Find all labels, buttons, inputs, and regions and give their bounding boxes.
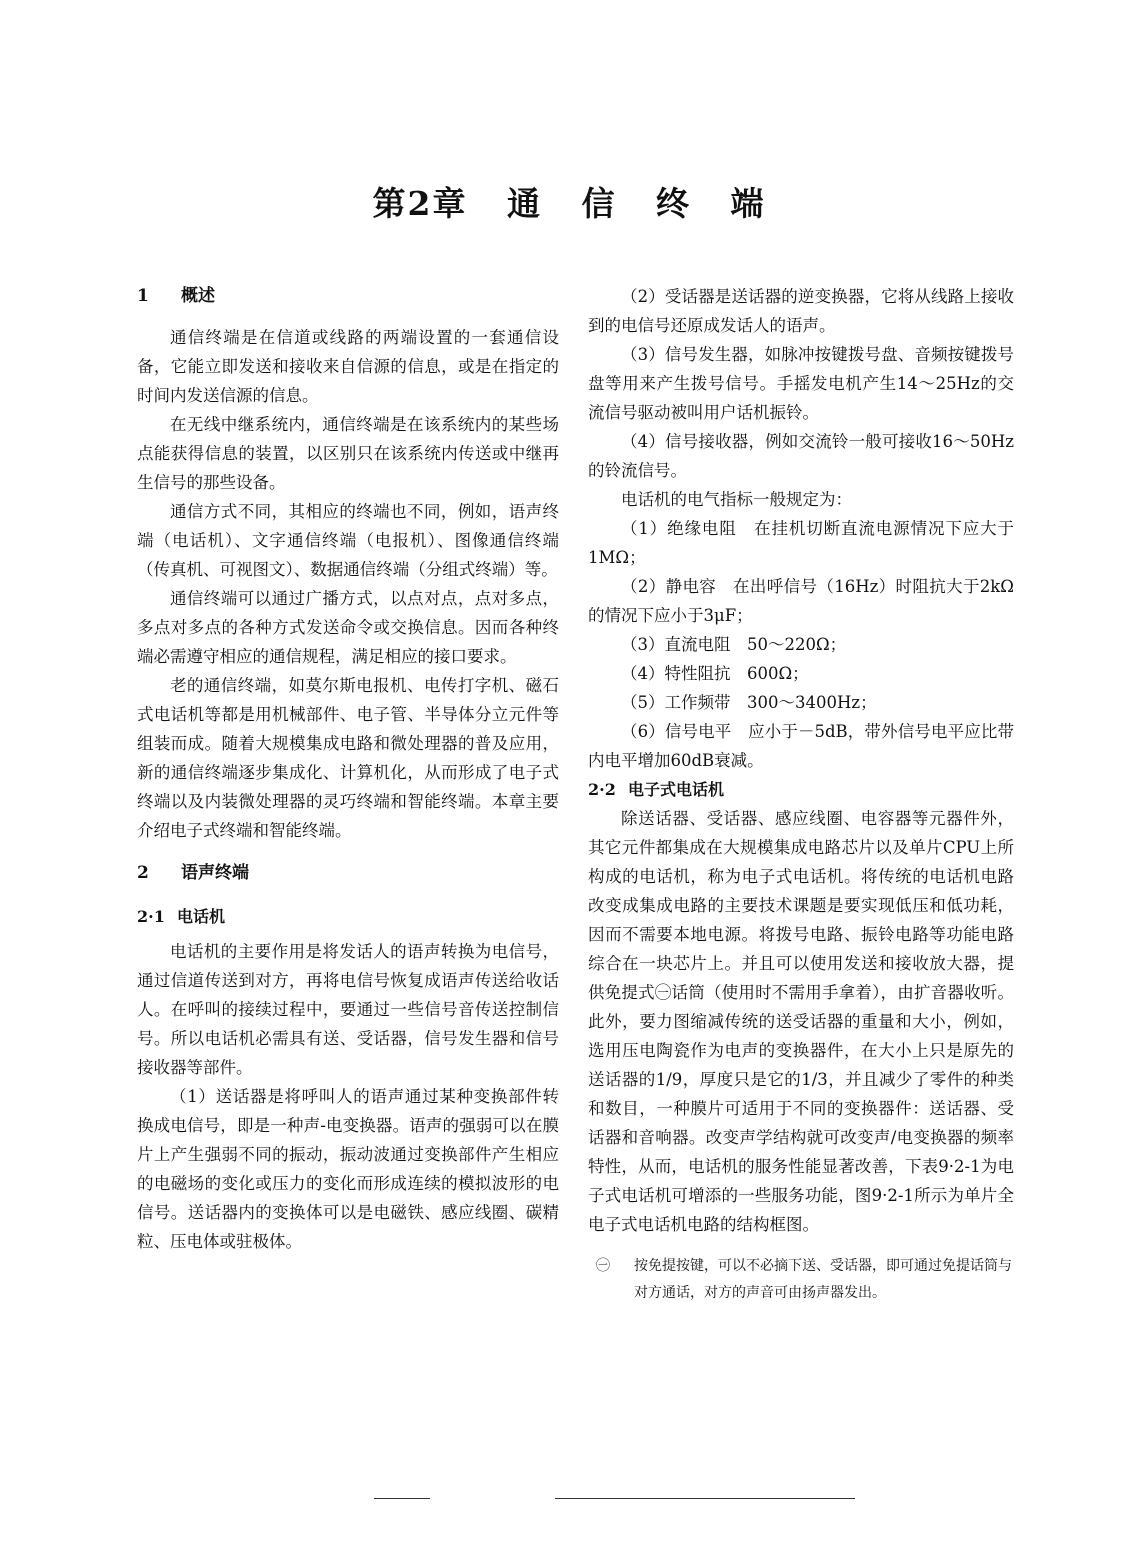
paragraph: 电话机的主要作用是将发话人的语声转换为电信号，通过信道传送到对方，再将电信号恢复成语声传送给收话人。在呼叫的接续过程中，要通过一些信号音传送控制信号。所以电话机必需具有送、受话器，信号发生器和信号接收器等部件。 [137, 942, 559, 1077]
subsection-heading-2-1 [137, 902, 559, 931]
paragraph: 老的通信终端，如莫尔斯电报机、电传打字机、磁石式电话机等都是用机械部件、电子管、半导体分立元件等组装而成。随着大规模集成电路和微处理器的普及应用，新的通信终端逐步集成化、计算机化，从而形成了电子式终端以及内装微处理器的灵巧终端和智能终端。本章主要介绍电子式终端和智能终端。 [137, 676, 559, 840]
footnote [588, 1253, 1014, 1307]
left-column [137, 282, 559, 1256]
subsection-number: 2·2 [588, 780, 616, 799]
bottom-rule [555, 1498, 855, 1499]
spec-item: （3）直流电阻 50～220Ω； [621, 635, 847, 654]
section-title: 语声终端 [181, 863, 249, 883]
section-heading-2 [137, 859, 559, 888]
spec-item: （6）信号电平 应小于－5dB，带外信号电平应比带内电平增加60dB衰减。 [588, 722, 1014, 770]
footnote-text: 按免提按键，可以不必摘下送、受话器，即可通过免提话筒与对方通话，对方的声音可由扬声器发出。 [634, 1258, 1012, 1301]
paragraph: （3）信号发生器，如脉冲按键拨号盘、音频按键拨号盘等用来产生拨号信号。手摇发电机产生14～25Hz的交流信号驱动被叫用户话机振铃。 [588, 345, 1014, 422]
paragraph: 通信终端是在信道或线路的两端设置的一套通信设备，它能立即发送和接收来自信源的信息，或是在指定的时间内发送信源的信息。 [137, 328, 559, 405]
subsection-title: 电话机 [177, 907, 226, 926]
paragraph: 通信方式不同，其相应的终端也不同，例如，语声终端（电话机）、文字通信终端（电报机）、图像通信终端（传真机、可视图文）、数据通信终端（分组式终端）等。 [137, 502, 559, 579]
paragraph: （1）送话器是将呼叫人的语声通过某种变换部件转换成电信号，即是一种声-电变换器。语声的强弱可以在膜片上产生强弱不同的振动，振动波通过变换部件产生相应的电磁场的变化或压力的变化而形成连续的模拟波形的电信号。送话器内的变换体可以是电磁铁、感应线圈、碳精粒、压电体或驻极体。 [137, 1087, 559, 1251]
section-title: 概述 [181, 286, 215, 306]
paragraph: 除送话器、受话器、感应线圈、电容器等元器件外，其它元件都集成在大规模集成电路芯片以及单片CPU上所构成的电话机，称为电子式电话机。将传统的电话机电路改变成集成电路的主要技术课题是要实现低压和低功耗，因而不需要本地电源。将拨号电路、振铃电路等功能电路综合在一块芯片上。并且可以使用发送和接收放大器，提供免提式㊀话筒（使用时不需用手拿着），由扩音器收听。此外，要力图缩减传统的送受话器的重量和大小，例如，选用压电陶瓷作为电声的变换器件，在大小上只是原先的送话器的1/9，厚度只是它的1/3，并且减少了零件的种类和数目，一种膜片可适用于不同的变换器件：送话器、受话器和音响器。改变声学结构就可改变声/电变换器的频率特性，从而，电话机的服务性能显著改善，下表9·2-1为电子式电话机可增添的一些服务功能，图9·2-1所示为单片全电子式电话机电路的结构框图。 [588, 809, 1014, 1234]
section-number: 2 [137, 863, 149, 883]
paragraph: （4）信号接收器，例如交流铃一般可接收16～50Hz的铃流信号。 [588, 432, 1014, 480]
spec-item: （2）静电容 在出呼信号（16Hz）时阻抗大于2kΩ的情况下应小于3μF； [588, 577, 1014, 625]
spec-item: （5）工作频带 300～3400Hz； [621, 693, 877, 712]
footnote-mark: ㊀ [596, 1258, 610, 1274]
paragraph: 电话机的电气指标一般规定为： [621, 490, 852, 509]
subsection-heading-2-2 [588, 775, 1014, 804]
bottom-rule [374, 1498, 430, 1499]
paragraph: （2）受话器是送话器的逆变换器，它将从线路上接收到的电信号还原成发话人的语声。 [588, 287, 1014, 335]
paragraph: 通信终端可以通过广播方式，以点对点，点对多点，多点对多点的各种方式发送命令或交换信息。因而各种终端必需遵守相应的通信规程，满足相应的接口要求。 [137, 589, 559, 666]
section-heading-1 [137, 282, 559, 311]
right-column [588, 282, 1014, 1307]
subsection-title: 电子式电话机 [628, 780, 725, 799]
section-number: 1 [137, 286, 149, 306]
subsection-number: 2·1 [137, 907, 165, 926]
chapter-title: 第2章 通 信 终 端 [372, 184, 766, 223]
spec-item: （1）绝缘电阻 在挂机切断直流电源情况下应大于1MΩ； [588, 519, 1014, 567]
paragraph: 在无线中继系统内，通信终端是在该系统内的某些场点能获得信息的装置，以区别只在该系统内传送或中继再生信号的那些设备。 [137, 415, 559, 492]
spec-item: （4）特性阻抗 600Ω； [621, 664, 809, 683]
